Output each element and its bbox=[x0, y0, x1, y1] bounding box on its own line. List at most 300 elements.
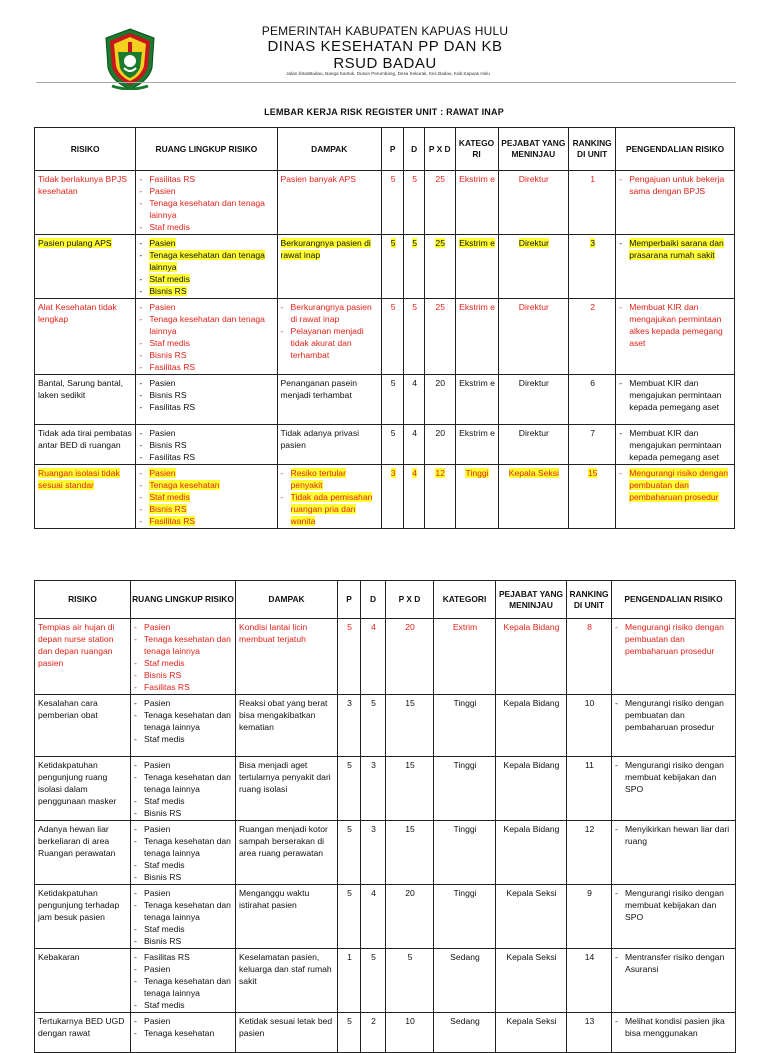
list-item bbox=[139, 285, 274, 297]
list-item bbox=[134, 1015, 233, 1027]
cell-text: Staf medis bbox=[149, 222, 190, 232]
cell-text: 5 bbox=[347, 824, 352, 834]
list-item bbox=[134, 709, 233, 733]
list-item bbox=[134, 633, 233, 657]
cell-text: Staf medis bbox=[144, 658, 185, 668]
pejabat-value bbox=[496, 1013, 567, 1053]
pxd-value bbox=[424, 235, 455, 299]
list-item bbox=[134, 823, 233, 835]
cell-text: 14 bbox=[584, 952, 595, 962]
pengendalian-list bbox=[615, 1015, 733, 1039]
cell-text: Adanya hewan liar berkeliaran di area Ruangan perawatan bbox=[38, 824, 116, 858]
cell-text: Kepala Seksi bbox=[506, 888, 557, 898]
cell-text: 9 bbox=[587, 888, 592, 898]
ranking-value bbox=[567, 885, 612, 949]
list-item bbox=[134, 935, 233, 947]
lingkup-list bbox=[134, 823, 233, 883]
dampak-line bbox=[239, 887, 335, 911]
list-item bbox=[139, 361, 274, 373]
page-title: LEMBAR KERJA RISK REGISTER UNIT : RAWAT INAP bbox=[264, 107, 504, 117]
list-item bbox=[134, 923, 233, 935]
cell-text: Tenaga kesehatan bbox=[144, 1028, 215, 1038]
kategori-value bbox=[455, 299, 498, 375]
pejabat-value bbox=[498, 375, 569, 425]
cell-text: 5 bbox=[347, 1016, 352, 1026]
cell-text: Membuat KIR dan mengajukan permintaan kepada pemegang aset bbox=[629, 378, 722, 412]
list-item bbox=[134, 733, 233, 745]
cell-text: 2 bbox=[371, 1016, 376, 1026]
table-row bbox=[35, 619, 736, 695]
table-row bbox=[35, 465, 735, 529]
header-d: D bbox=[361, 581, 386, 619]
d-value bbox=[404, 171, 424, 235]
d-value bbox=[361, 885, 386, 949]
lingkup-cell bbox=[131, 757, 236, 821]
cell-text: 5 bbox=[412, 174, 418, 184]
cell-text: 3 bbox=[590, 238, 596, 248]
list-item bbox=[134, 657, 233, 669]
cell-text: Mengurangi risiko dengan membuat kebijakan dan SPO bbox=[625, 760, 724, 794]
ranking-value bbox=[567, 949, 612, 1013]
cell-text: Tidak ada tirai pembatas antar BED di ruangan bbox=[38, 428, 132, 450]
cell-text: Fasilitas RS bbox=[144, 952, 190, 962]
list-item bbox=[134, 771, 233, 795]
pengendalian-list bbox=[615, 697, 733, 733]
p-value bbox=[381, 425, 404, 465]
ranking-value bbox=[569, 299, 616, 375]
list-item bbox=[134, 975, 233, 999]
cell-text: Pelayanan menjadi tidak akurat dan terhambat bbox=[290, 326, 364, 360]
address: Jalan lintasBadau, Nanga Kantuk, Dusun Perumbang, Desa Kekurak, Kec.Badau, Kab.Kapuas Hulu bbox=[286, 71, 490, 76]
lingkup-list bbox=[134, 1015, 233, 1039]
cell-text: Kepala Bidang bbox=[503, 824, 560, 834]
cell-text: Tempias air hujan di depan nurse station dan depan ruangan pasien bbox=[38, 622, 115, 668]
pengendalian-cell bbox=[616, 375, 735, 425]
cell-text: Berkurangnya pasien di rawat inap bbox=[290, 302, 372, 324]
lingkup-list bbox=[134, 951, 233, 1011]
cell-text: 6 bbox=[590, 378, 596, 388]
list-item bbox=[139, 451, 274, 463]
kategori-value bbox=[455, 465, 498, 529]
header-risiko: RISIKO bbox=[35, 128, 136, 171]
pengendalian-cell bbox=[612, 1013, 736, 1053]
d-value bbox=[404, 235, 424, 299]
pejabat-value bbox=[498, 465, 569, 529]
ranking-value bbox=[569, 375, 616, 425]
list-item bbox=[134, 999, 233, 1011]
list-item bbox=[134, 899, 233, 923]
cell-text: Bisnis RS bbox=[144, 936, 182, 946]
lingkup-cell bbox=[131, 885, 236, 949]
lingkup-cell bbox=[136, 375, 277, 425]
lingkup-cell bbox=[131, 821, 236, 885]
risiko-cell bbox=[35, 171, 136, 235]
header-pxd: P X D bbox=[424, 128, 455, 171]
cell-text: Tenaga kesehatan dan tenaga lainnya bbox=[144, 634, 231, 656]
cell-text: 13 bbox=[584, 1016, 595, 1026]
cell-text: 15 bbox=[405, 698, 415, 708]
lingkup-list bbox=[134, 621, 233, 693]
pxd-value bbox=[424, 375, 455, 425]
list-item bbox=[619, 237, 732, 261]
pxd-value bbox=[424, 171, 455, 235]
cell-text: Pasien bbox=[144, 888, 171, 898]
cell-text: Direktur bbox=[518, 302, 549, 312]
pengendalian-cell bbox=[612, 821, 736, 885]
dampak-cell bbox=[236, 695, 338, 757]
cell-text: Fasilitas RS bbox=[144, 682, 190, 692]
risiko-cell bbox=[35, 885, 131, 949]
cell-text: 3 bbox=[347, 698, 352, 708]
cell-text: Kepala Bidang bbox=[503, 622, 560, 632]
list-item bbox=[139, 337, 274, 349]
pengendalian-cell bbox=[616, 235, 735, 299]
cell-text: Keselamatan pasien, keluarga dan staf rumah sakit bbox=[239, 952, 332, 986]
dampak-cell bbox=[236, 757, 338, 821]
lingkup-cell bbox=[131, 695, 236, 757]
cell-text: 25 bbox=[435, 174, 445, 184]
cell-text: 12 bbox=[435, 468, 445, 478]
risiko-cell bbox=[35, 821, 131, 885]
pengendalian-list bbox=[619, 377, 732, 413]
dampak-cell bbox=[277, 465, 381, 529]
dampak-cell bbox=[277, 171, 381, 235]
table-row bbox=[35, 1013, 736, 1053]
list-item bbox=[281, 491, 379, 527]
pejabat-value bbox=[498, 171, 569, 235]
d-value bbox=[361, 757, 386, 821]
cell-text: Direktur bbox=[518, 174, 549, 184]
dampak-cell bbox=[236, 885, 338, 949]
pxd-value bbox=[424, 425, 455, 465]
dampak-cell bbox=[277, 375, 381, 425]
list-item bbox=[615, 951, 733, 975]
d-value bbox=[361, 821, 386, 885]
cell-text: Pasien bbox=[144, 698, 171, 708]
cell-text: Tidak berlakunya BPJS kesehatan bbox=[38, 174, 128, 196]
list-item bbox=[134, 859, 233, 871]
lingkup-list bbox=[134, 887, 233, 947]
list-item bbox=[134, 871, 233, 883]
cell-text: Direktur bbox=[518, 238, 549, 248]
cell-text: Pasien bbox=[149, 302, 176, 312]
cell-text: Berkurangnya pasien di rawat inap bbox=[280, 238, 371, 260]
pejabat-value bbox=[498, 425, 569, 465]
pxd-value bbox=[386, 1013, 434, 1053]
cell-text: Pasien bbox=[149, 428, 176, 438]
cell-text: Direktur bbox=[518, 428, 549, 438]
kategori-value bbox=[455, 375, 498, 425]
pengendalian-list bbox=[619, 237, 732, 261]
list-item bbox=[139, 377, 274, 389]
list-item bbox=[615, 823, 733, 847]
header-ruang-lingkup: RUANG LINGKUP RISIKO bbox=[136, 128, 277, 171]
list-item bbox=[139, 503, 274, 515]
cell-text: Pasien banyak APS bbox=[280, 174, 357, 184]
cell-text: Fasilitas RS bbox=[149, 362, 196, 372]
risk-register-table-2 bbox=[34, 580, 736, 1053]
kapuas-hulu-emblem bbox=[104, 28, 156, 90]
list-item bbox=[134, 963, 233, 975]
list-item bbox=[139, 313, 274, 337]
cell-text: 8 bbox=[587, 622, 592, 632]
cell-text: 25 bbox=[435, 302, 445, 312]
dampak-line bbox=[239, 759, 335, 795]
list-item bbox=[134, 887, 233, 899]
list-item bbox=[139, 237, 274, 249]
pengendalian-list bbox=[615, 823, 733, 847]
pengendalian-cell bbox=[616, 299, 735, 375]
d-value bbox=[404, 425, 424, 465]
hospital-name: RSUD BADAU bbox=[333, 55, 437, 72]
p-value bbox=[381, 171, 404, 235]
list-item bbox=[139, 221, 274, 233]
cell-text: 5 bbox=[371, 698, 376, 708]
cell-text: 5 bbox=[390, 428, 396, 438]
list-item bbox=[134, 697, 233, 709]
cell-text: 11 bbox=[585, 760, 594, 770]
list-item bbox=[139, 401, 274, 413]
header-ranking: RANKING DI UNIT bbox=[569, 128, 616, 171]
list-item bbox=[615, 759, 733, 795]
pejabat-value bbox=[496, 619, 567, 695]
cell-text: Pasien bbox=[144, 824, 171, 834]
pengendalian-list bbox=[619, 301, 732, 349]
cell-text: Tenaga kesehatan dan tenaga lainnya bbox=[149, 314, 265, 336]
cell-text: Reaksi obat yang berat bisa mengakibatkan kematian bbox=[239, 698, 328, 732]
cell-text: Tenaga kesehatan dan tenaga lainnya bbox=[144, 772, 231, 794]
cell-text: Bisnis RS bbox=[149, 390, 187, 400]
list-item bbox=[134, 951, 233, 963]
kategori-value bbox=[434, 619, 496, 695]
list-item bbox=[139, 273, 274, 285]
kategori-value bbox=[434, 821, 496, 885]
cell-text: sampah berserakan di area ruang perawatan bbox=[239, 836, 325, 858]
list-item bbox=[134, 835, 233, 859]
list-item bbox=[139, 185, 274, 197]
cell-text: 15 bbox=[405, 760, 415, 770]
cell-text: Tinggi bbox=[453, 824, 477, 834]
list-item bbox=[134, 807, 233, 819]
d-value bbox=[404, 375, 424, 425]
pejabat-value bbox=[496, 757, 567, 821]
cell-text: Kebakaran bbox=[38, 952, 80, 962]
ranking-value bbox=[569, 465, 616, 529]
cell-text: Staf medis bbox=[144, 734, 185, 744]
lingkup-cell bbox=[136, 235, 277, 299]
pengendalian-cell bbox=[616, 425, 735, 465]
risiko-cell bbox=[35, 425, 136, 465]
risiko-cell bbox=[35, 299, 136, 375]
lingkup-list bbox=[134, 759, 233, 819]
cell-text: Ekstrim e bbox=[459, 378, 495, 388]
pejabat-value bbox=[498, 235, 569, 299]
dampak-line bbox=[239, 951, 335, 987]
ranking-value bbox=[569, 235, 616, 299]
table-row bbox=[35, 375, 735, 425]
risiko-cell bbox=[35, 695, 131, 757]
cell-text: Mentransfer risiko dengan Asuransi bbox=[625, 952, 725, 974]
cell-text: Extrim bbox=[452, 622, 478, 632]
list-item bbox=[139, 467, 274, 479]
lingkup-list bbox=[139, 377, 274, 413]
ranking-value bbox=[569, 425, 616, 465]
dampak-line bbox=[281, 377, 379, 401]
list-item bbox=[134, 621, 233, 633]
cell-text: Staf medis bbox=[144, 924, 185, 934]
dampak-line bbox=[239, 823, 335, 835]
kategori-value bbox=[434, 885, 496, 949]
header-p: P bbox=[338, 581, 361, 619]
kategori-value bbox=[434, 1013, 496, 1053]
lingkup-cell bbox=[131, 619, 236, 695]
cell-text: Tertukarnya BED UGD dengan rawat bbox=[38, 1016, 125, 1038]
cell-text: Tenaga kesehatan dan tenaga lainnya bbox=[144, 710, 231, 732]
list-item bbox=[139, 173, 274, 185]
list-item bbox=[615, 1015, 733, 1039]
header-d: D bbox=[404, 128, 424, 171]
header-kategori: KATEGO RI bbox=[455, 128, 498, 171]
pengendalian-cell bbox=[612, 885, 736, 949]
cell-text: Membuat KIR dan mengajukan permintaan kepada pemegang aset bbox=[629, 428, 722, 462]
dampak-cell bbox=[236, 949, 338, 1013]
cell-text: 4 bbox=[412, 468, 418, 478]
risk-register-table-1 bbox=[34, 127, 735, 529]
kategori-value bbox=[455, 171, 498, 235]
cell-text: Ketidakpatuhan pengunjung ruang isolasi dalam penggunaan masker bbox=[38, 760, 117, 806]
cell-text: Staf medis bbox=[149, 338, 190, 348]
risiko-cell bbox=[35, 235, 136, 299]
header-pengendalian: PENGENDALIAN RISIKO bbox=[616, 128, 735, 171]
cell-text: Pasien pulang APS bbox=[38, 238, 112, 248]
cell-text: Pasien bbox=[149, 378, 176, 388]
table-row bbox=[35, 425, 735, 465]
p-value bbox=[338, 619, 361, 695]
cell-text: 5 bbox=[347, 760, 352, 770]
lingkup-list bbox=[139, 467, 274, 527]
cell-text: Pasien bbox=[149, 468, 176, 478]
department-name: DINAS KESEHATAN PP DAN KB bbox=[267, 38, 503, 55]
cell-text: Sedang bbox=[450, 952, 480, 962]
cell-text: Kepala Seksi bbox=[508, 468, 559, 478]
list-item bbox=[134, 759, 233, 771]
list-item bbox=[139, 197, 274, 221]
cell-text: 5 bbox=[390, 238, 396, 248]
cell-text: Mengurangi risiko dengan pembuatan dan pembaharuan prosedur bbox=[625, 698, 724, 732]
kategori-value bbox=[455, 235, 498, 299]
lingkup-cell bbox=[136, 171, 277, 235]
cell-text: Penanganan pasein menjadi terhambat bbox=[280, 378, 357, 400]
list-item bbox=[139, 491, 274, 503]
cell-text: Tinggi bbox=[453, 698, 477, 708]
cell-text: Staf medis bbox=[144, 796, 185, 806]
cell-text: Staf medis bbox=[144, 1000, 185, 1010]
cell-text: 1 bbox=[590, 174, 596, 184]
header-kategori: KATEGORI bbox=[434, 581, 496, 619]
dampak-list bbox=[281, 467, 379, 527]
cell-text: Kepala Seksi bbox=[506, 1016, 557, 1026]
cell-text: 4 bbox=[412, 428, 418, 438]
dampak-cell bbox=[236, 1013, 338, 1053]
p-value bbox=[381, 235, 404, 299]
header-ruang-lingkup: RUANG LINGKUP RISIKO bbox=[131, 581, 236, 619]
d-value bbox=[361, 619, 386, 695]
cell-text: Fasilitas RS bbox=[149, 402, 196, 412]
cell-text: Direktur bbox=[518, 378, 549, 388]
lingkup-list bbox=[139, 237, 274, 297]
cell-text: Pasien bbox=[144, 1016, 171, 1026]
cell-text: Ruangan menjadi kotor bbox=[239, 824, 328, 834]
d-value bbox=[361, 695, 386, 757]
list-item bbox=[134, 669, 233, 681]
list-item bbox=[281, 325, 379, 361]
dampak-list bbox=[281, 301, 379, 361]
table-row bbox=[35, 949, 736, 1013]
cell-text: 4 bbox=[371, 888, 376, 898]
pengendalian-list bbox=[615, 887, 733, 923]
p-value bbox=[381, 465, 404, 529]
d-value bbox=[361, 949, 386, 1013]
header-pejabat: PEJABAT YANG MENINJAU bbox=[496, 581, 567, 619]
cell-text: Pasien bbox=[144, 964, 171, 974]
cell-text: 5 bbox=[371, 952, 376, 962]
list-item bbox=[139, 479, 274, 491]
cell-text: 4 bbox=[371, 622, 376, 632]
list-item bbox=[139, 249, 274, 273]
cell-text: 3 bbox=[390, 468, 396, 478]
lingkup-cell bbox=[136, 425, 277, 465]
lingkup-list bbox=[134, 697, 233, 745]
cell-text: Bisnis RS bbox=[149, 440, 187, 450]
cell-text: 20 bbox=[405, 888, 415, 898]
list-item bbox=[139, 389, 274, 401]
cell-text: Menyikirkan hewan liar dari ruang bbox=[625, 824, 730, 846]
list-item bbox=[281, 301, 379, 325]
ranking-value bbox=[567, 1013, 612, 1053]
government-name: PEMERINTAH KABUPATEN KAPUAS HULU bbox=[261, 24, 509, 38]
table-row bbox=[35, 695, 736, 757]
list-item bbox=[139, 427, 274, 439]
cell-text: Ekstrim e bbox=[459, 302, 495, 312]
pxd-value bbox=[386, 821, 434, 885]
pxd-value bbox=[386, 619, 434, 695]
letterhead bbox=[260, 24, 510, 72]
cell-text: 10 bbox=[584, 698, 595, 708]
cell-text: Pasien bbox=[149, 238, 176, 248]
pxd-value bbox=[386, 695, 434, 757]
d-value bbox=[404, 465, 424, 529]
cell-text: Kepala Bidang bbox=[503, 698, 560, 708]
kategori-value bbox=[434, 695, 496, 757]
table-row bbox=[35, 235, 735, 299]
risiko-cell bbox=[35, 757, 131, 821]
pejabat-value bbox=[496, 949, 567, 1013]
list-item bbox=[619, 427, 732, 463]
pengendalian-list bbox=[615, 951, 733, 975]
dampak-line bbox=[239, 697, 335, 733]
table-row bbox=[35, 757, 736, 821]
cell-text: Tenaga kesehatan dan tenaga lainnya bbox=[144, 900, 231, 922]
table-row bbox=[35, 299, 735, 375]
cell-text: 10 bbox=[405, 1016, 415, 1026]
dampak-cell bbox=[277, 425, 381, 465]
list-item bbox=[619, 467, 732, 503]
cell-text: Bisnis RS bbox=[144, 872, 182, 882]
risiko-cell bbox=[35, 619, 131, 695]
cell-text: Ekstrim e bbox=[459, 238, 495, 248]
list-item bbox=[615, 621, 733, 657]
cell-text: Bisnis RS bbox=[149, 350, 187, 360]
